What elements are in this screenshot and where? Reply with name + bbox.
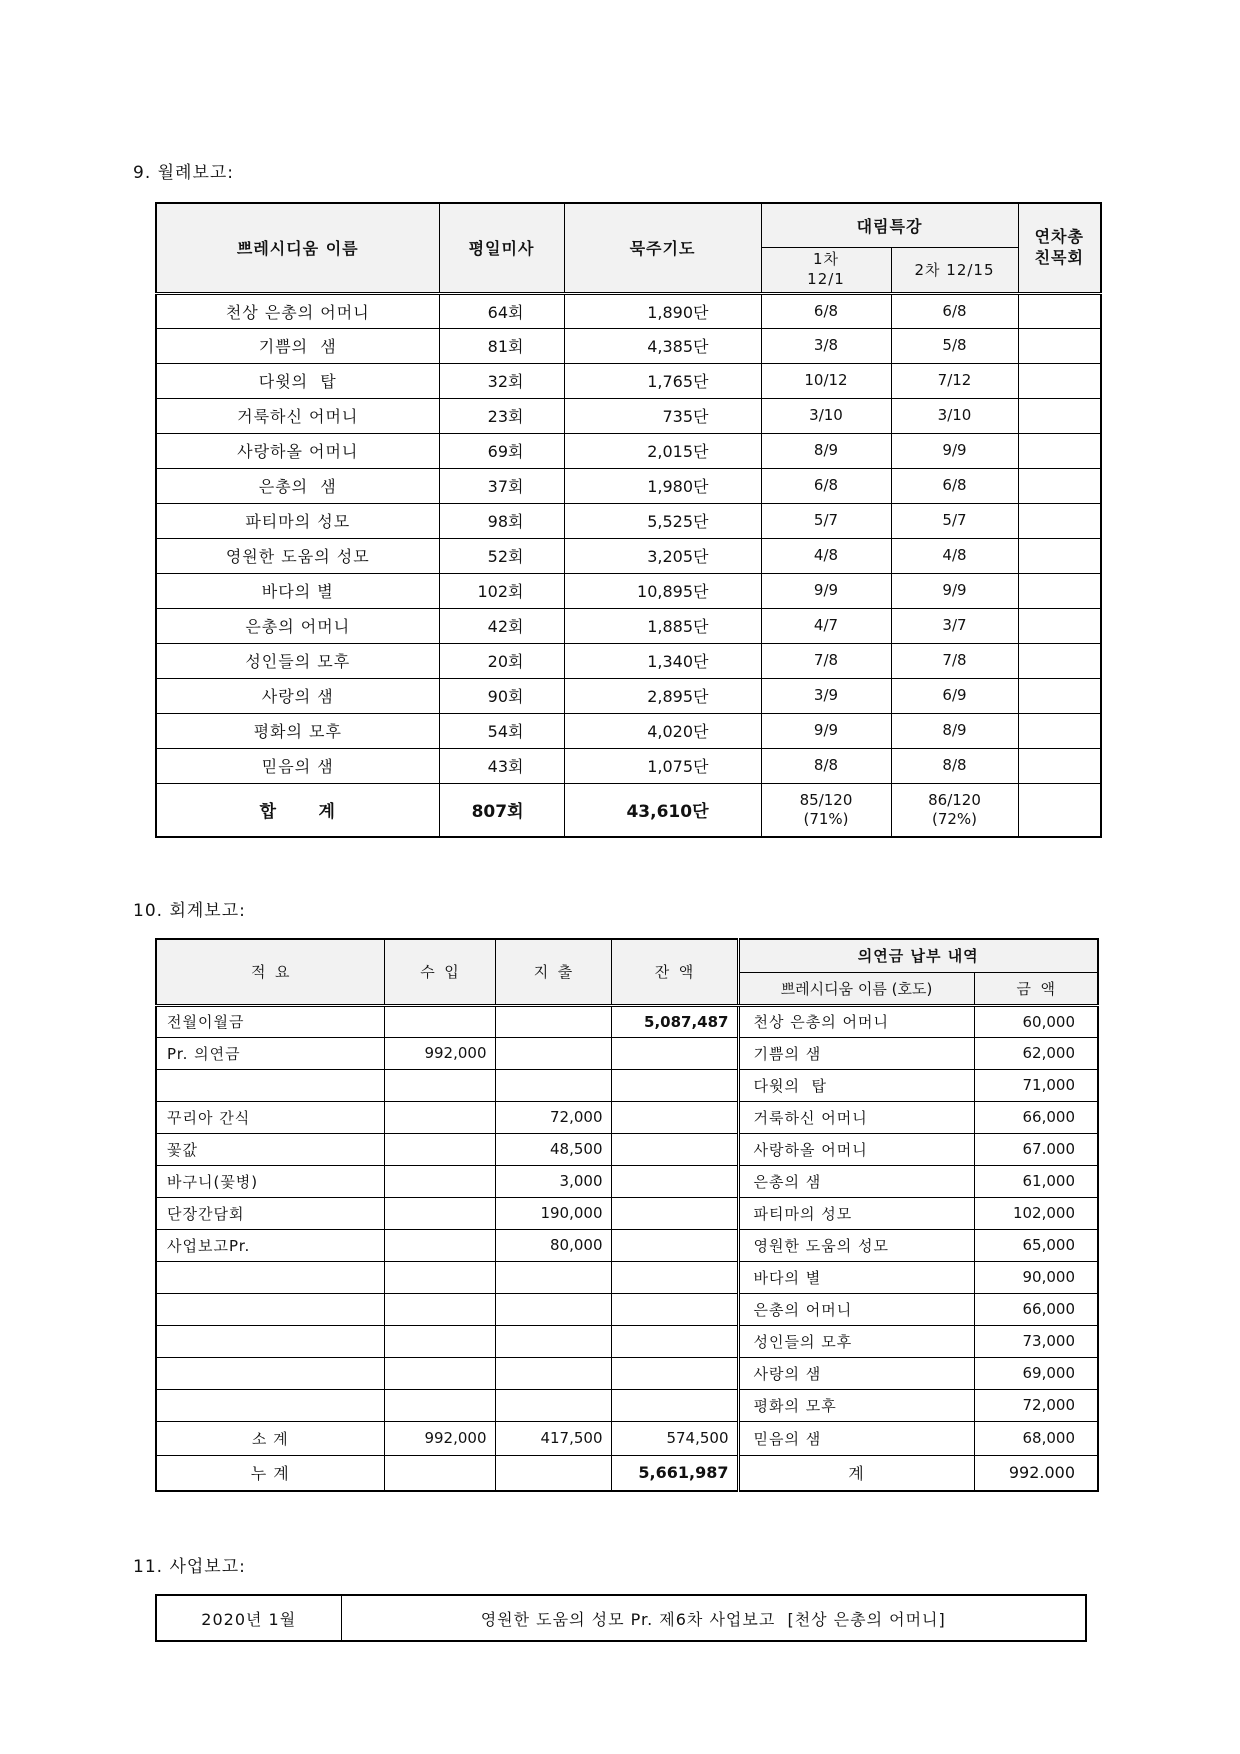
rosary-count: 735단 (564, 398, 761, 433)
header-donation-amount: 금 액 (974, 972, 1098, 1005)
advent-1st-value: 6/8 (761, 293, 891, 328)
advent-1st-value: 10/12 (761, 363, 891, 398)
total-advent-2nd-count: 86/120 (928, 791, 981, 809)
monthly-report-row (156, 713, 1101, 748)
donation-amount: 65,000 (974, 1229, 1098, 1261)
praesidium-name: 바다의 별 (156, 573, 439, 608)
balance-amount: 5,661,987 (611, 1455, 738, 1491)
balance-amount: 5,087,487 (611, 1005, 738, 1037)
expense-amount: 417,500 (495, 1421, 611, 1455)
accounting-report-row (156, 1037, 1098, 1069)
income-amount (384, 1069, 495, 1101)
header-advent-1st-line1: 1차 (812, 250, 840, 268)
header-advent-1st-line2: 12/1 (807, 269, 845, 288)
entry-description (156, 1069, 384, 1101)
expense-amount (495, 1037, 611, 1069)
accounting-report-row (156, 1197, 1098, 1229)
header-expense: 지 출 (495, 939, 611, 1005)
section-10-heading: 10. 회계보고: (133, 901, 246, 921)
entry-description: 바구니(꽃병) (156, 1165, 384, 1197)
header-advent-1st (761, 247, 891, 293)
donation-praesidium-name: 기쁨의 샘 (738, 1037, 974, 1069)
monthly-report-row (156, 503, 1101, 538)
monthly-report-row (156, 293, 1101, 328)
total-weekday-mass: 807회 (439, 783, 564, 837)
annual-meeting-value (1018, 398, 1101, 433)
advent-2nd-value: 3/7 (891, 608, 1018, 643)
balance-amount (611, 1069, 738, 1101)
expense-amount: 48,500 (495, 1133, 611, 1165)
business-report-date: 2020년 1월 (156, 1595, 341, 1641)
rosary-count: 4,385단 (564, 328, 761, 363)
praesidium-name: 파티마의 성모 (156, 503, 439, 538)
advent-2nd-value: 4/8 (891, 538, 1018, 573)
praesidium-name: 기쁨의 샘 (156, 328, 439, 363)
section-11-heading: 11. 사업보고: (133, 1557, 246, 1577)
header-annual-meeting-line2: 친목회 (1034, 247, 1084, 267)
expense-amount: 80,000 (495, 1229, 611, 1261)
donation-amount: 61,000 (974, 1165, 1098, 1197)
monthly-report-header (156, 203, 1101, 293)
business-report-table (155, 1594, 1087, 1642)
weekday-mass-count: 37회 (439, 468, 564, 503)
accounting-report-row (156, 1325, 1098, 1357)
weekday-mass-count: 52회 (439, 538, 564, 573)
donation-praesidium-name: 영원한 도움의 성모 (738, 1229, 974, 1261)
advent-1st-value: 9/9 (761, 713, 891, 748)
income-amount (384, 1133, 495, 1165)
entry-description: 소 계 (156, 1421, 384, 1455)
income-amount: 992,000 (384, 1037, 495, 1069)
monthly-report-row (156, 678, 1101, 713)
balance-amount (611, 1101, 738, 1133)
entry-description (156, 1357, 384, 1389)
expense-amount (495, 1069, 611, 1101)
monthly-report-row (156, 748, 1101, 783)
accounting-report-row (156, 1455, 1098, 1491)
annual-meeting-value (1018, 608, 1101, 643)
praesidium-name: 은총의 어머니 (156, 608, 439, 643)
annual-meeting-value (1018, 433, 1101, 468)
annual-meeting-value (1018, 748, 1101, 783)
monthly-report-footer (156, 783, 1101, 837)
income-amount (384, 1357, 495, 1389)
accounting-report-row (156, 1005, 1098, 1037)
income-amount (384, 1261, 495, 1293)
entry-description: 단장간담회 (156, 1197, 384, 1229)
monthly-report-row (156, 608, 1101, 643)
total-advent-1st-count: 85/120 (799, 791, 853, 809)
balance-amount (611, 1325, 738, 1357)
advent-1st-value: 3/10 (761, 398, 891, 433)
income-amount (384, 1005, 495, 1037)
header-rosary: 묵주기도 (564, 203, 761, 293)
advent-2nd-value: 7/12 (891, 363, 1018, 398)
weekday-mass-count: 102회 (439, 573, 564, 608)
advent-2nd-value: 9/9 (891, 573, 1018, 608)
header-praesidium-name: 쁘레시디움 이름 (156, 203, 439, 293)
header-balance: 잔 액 (611, 939, 738, 1005)
advent-1st-value: 4/7 (761, 608, 891, 643)
accounting-report-row (156, 1293, 1098, 1325)
weekday-mass-count: 81회 (439, 328, 564, 363)
donation-amount: 60,000 (974, 1005, 1098, 1037)
weekday-mass-count: 43회 (439, 748, 564, 783)
header-description: 적 요 (156, 939, 384, 1005)
balance-amount (611, 1357, 738, 1389)
weekday-mass-count: 90회 (439, 678, 564, 713)
accounting-report-row (156, 1101, 1098, 1133)
total-label: 합 계 (156, 783, 439, 837)
advent-2nd-value: 8/8 (891, 748, 1018, 783)
praesidium-name: 영원한 도움의 성모 (156, 538, 439, 573)
total-advent-1st-percent: (71%) (803, 809, 849, 828)
accounting-report-row (156, 1133, 1098, 1165)
advent-1st-value: 3/8 (761, 328, 891, 363)
income-amount (384, 1293, 495, 1325)
entry-description: 사업보고Pr. (156, 1229, 384, 1261)
monthly-report-row (156, 538, 1101, 573)
donation-amount: 73,000 (974, 1325, 1098, 1357)
expense-amount (495, 1389, 611, 1421)
donation-praesidium-name: 평화의 모후 (738, 1389, 974, 1421)
header-income: 수 입 (384, 939, 495, 1005)
donation-amount: 67.000 (974, 1133, 1098, 1165)
weekday-mass-count: 64회 (439, 293, 564, 328)
header-advent-2nd: 2차 12/15 (891, 247, 1018, 293)
total-annual-meeting (1018, 783, 1101, 837)
donation-amount: 90,000 (974, 1261, 1098, 1293)
donation-praesidium-name: 은총의 어머니 (738, 1293, 974, 1325)
advent-1st-value: 9/9 (761, 573, 891, 608)
praesidium-name: 거룩하신 어머니 (156, 398, 439, 433)
donation-praesidium-name: 믿음의 샘 (738, 1421, 974, 1455)
rosary-count: 10,895단 (564, 573, 761, 608)
donation-amount: 71,000 (974, 1069, 1098, 1101)
monthly-report-row (156, 363, 1101, 398)
accounting-report-table (155, 938, 1099, 1492)
donation-praesidium-name: 파티마의 성모 (738, 1197, 974, 1229)
donation-praesidium-name: 은총의 샘 (738, 1165, 974, 1197)
balance-amount (611, 1133, 738, 1165)
balance-amount (611, 1165, 738, 1197)
monthly-total-row (156, 783, 1101, 837)
income-amount: 992,000 (384, 1421, 495, 1455)
annual-meeting-value (1018, 643, 1101, 678)
rosary-count: 2,895단 (564, 678, 761, 713)
advent-2nd-value: 8/9 (891, 713, 1018, 748)
income-amount (384, 1101, 495, 1133)
advent-1st-value: 5/7 (761, 503, 891, 538)
expense-amount (495, 1293, 611, 1325)
advent-2nd-value: 6/8 (891, 293, 1018, 328)
header-weekday-mass: 평일미사 (439, 203, 564, 293)
entry-description (156, 1293, 384, 1325)
annual-meeting-value (1018, 503, 1101, 538)
entry-description (156, 1261, 384, 1293)
balance-amount (611, 1293, 738, 1325)
rosary-count: 5,525단 (564, 503, 761, 538)
section-9-heading: 9. 월례보고: (133, 163, 235, 183)
advent-2nd-value: 3/10 (891, 398, 1018, 433)
donation-praesidium-name: 계 (738, 1455, 974, 1491)
annual-meeting-value (1018, 293, 1101, 328)
rosary-count: 1,340단 (564, 643, 761, 678)
expense-amount (495, 1261, 611, 1293)
donation-praesidium-name: 천상 은총의 어머니 (738, 1005, 974, 1037)
weekday-mass-count: 98회 (439, 503, 564, 538)
weekday-mass-count: 54회 (439, 713, 564, 748)
header-advent-lecture: 대림특강 (761, 203, 1018, 247)
balance-amount (611, 1197, 738, 1229)
expense-amount: 72,000 (495, 1101, 611, 1133)
entry-description: 전월이월금 (156, 1005, 384, 1037)
praesidium-name: 다윗의 탑 (156, 363, 439, 398)
rosary-count: 3,205단 (564, 538, 761, 573)
balance-amount: 574,500 (611, 1421, 738, 1455)
monthly-report-row (156, 643, 1101, 678)
accounting-report-row (156, 1421, 1098, 1455)
accounting-report-row (156, 1261, 1098, 1293)
header-donation-section: 의연금 납부 내역 (738, 939, 1098, 972)
praesidium-name: 믿음의 샘 (156, 748, 439, 783)
accounting-report-row (156, 1165, 1098, 1197)
accounting-report-row (156, 1357, 1098, 1389)
advent-1st-value: 8/8 (761, 748, 891, 783)
entry-description: 꾸리아 간식 (156, 1101, 384, 1133)
rosary-count: 2,015단 (564, 433, 761, 468)
praesidium-name: 은총의 샘 (156, 468, 439, 503)
entry-description (156, 1325, 384, 1357)
advent-2nd-value: 5/7 (891, 503, 1018, 538)
advent-2nd-value: 6/8 (891, 468, 1018, 503)
total-advent-2nd-percent: (72%) (931, 809, 978, 828)
rosary-count: 1,075단 (564, 748, 761, 783)
donation-praesidium-name: 성인들의 모후 (738, 1325, 974, 1357)
entry-description (156, 1389, 384, 1421)
advent-1st-value: 8/9 (761, 433, 891, 468)
donation-amount: 72,000 (974, 1389, 1098, 1421)
annual-meeting-value (1018, 678, 1101, 713)
donation-praesidium-name: 바다의 별 (738, 1261, 974, 1293)
advent-2nd-value: 5/8 (891, 328, 1018, 363)
entry-description: 꽃값 (156, 1133, 384, 1165)
weekday-mass-count: 23회 (439, 398, 564, 433)
balance-amount (611, 1261, 738, 1293)
monthly-report-table (155, 202, 1102, 838)
accounting-report-row (156, 1069, 1098, 1101)
rosary-count: 1,885단 (564, 608, 761, 643)
donation-praesidium-name: 사랑하올 어머니 (738, 1133, 974, 1165)
advent-2nd-value: 7/8 (891, 643, 1018, 678)
income-amount (384, 1455, 495, 1491)
monthly-report-row (156, 398, 1101, 433)
expense-amount (495, 1455, 611, 1491)
donation-praesidium-name: 사랑의 샘 (738, 1357, 974, 1389)
praesidium-name: 성인들의 모후 (156, 643, 439, 678)
donation-amount: 992.000 (974, 1455, 1098, 1491)
business-report-content: 영원한 도움의 성모 Pr. 제6차 사업보고 [천상 은총의 어머니] (341, 1595, 1086, 1641)
total-advent-2nd (891, 783, 1018, 837)
income-amount (384, 1389, 495, 1421)
total-rosary: 43,610단 (564, 783, 761, 837)
entry-description: Pr. 의연금 (156, 1037, 384, 1069)
advent-1st-value: 6/8 (761, 468, 891, 503)
advent-1st-value: 3/9 (761, 678, 891, 713)
donation-amount: 68,000 (974, 1421, 1098, 1455)
income-amount (384, 1165, 495, 1197)
monthly-report-row (156, 433, 1101, 468)
income-amount (384, 1325, 495, 1357)
monthly-report-row (156, 573, 1101, 608)
donation-praesidium-name: 다윗의 탑 (738, 1069, 974, 1101)
expense-amount (495, 1005, 611, 1037)
accounting-report-row (156, 1389, 1098, 1421)
business-report-row (156, 1595, 1086, 1641)
accounting-report-header (156, 939, 1098, 1005)
balance-amount (611, 1229, 738, 1261)
header-annual-meeting-line1: 연차총 (1034, 226, 1084, 246)
weekday-mass-count: 32회 (439, 363, 564, 398)
income-amount (384, 1229, 495, 1261)
balance-amount (611, 1037, 738, 1069)
rosary-count: 1,980단 (564, 468, 761, 503)
praesidium-name: 사랑하올 어머니 (156, 433, 439, 468)
weekday-mass-count: 69회 (439, 433, 564, 468)
rosary-count: 1,765단 (564, 363, 761, 398)
rosary-count: 1,890단 (564, 293, 761, 328)
total-advent-1st (761, 783, 891, 837)
header-donation-praesidium: 쁘레시디움 이름 (호도) (738, 972, 974, 1005)
expense-amount: 3,000 (495, 1165, 611, 1197)
monthly-report-row (156, 328, 1101, 363)
praesidium-name: 사랑의 샘 (156, 678, 439, 713)
annual-meeting-value (1018, 468, 1101, 503)
annual-meeting-value (1018, 538, 1101, 573)
monthly-report-body (156, 293, 1101, 783)
accounting-report-body (156, 1005, 1098, 1491)
accounting-report-row (156, 1229, 1098, 1261)
annual-meeting-value (1018, 363, 1101, 398)
expense-amount: 190,000 (495, 1197, 611, 1229)
advent-2nd-value: 9/9 (891, 433, 1018, 468)
donation-praesidium-name: 거룩하신 어머니 (738, 1101, 974, 1133)
entry-description: 누 계 (156, 1455, 384, 1491)
donation-amount: 62,000 (974, 1037, 1098, 1069)
advent-1st-value: 7/8 (761, 643, 891, 678)
donation-amount: 69,000 (974, 1357, 1098, 1389)
weekday-mass-count: 42회 (439, 608, 564, 643)
expense-amount (495, 1325, 611, 1357)
advent-1st-value: 4/8 (761, 538, 891, 573)
rosary-count: 4,020단 (564, 713, 761, 748)
header-annual-meeting (1018, 203, 1101, 293)
advent-2nd-value: 6/9 (891, 678, 1018, 713)
monthly-report-row (156, 468, 1101, 503)
expense-amount (495, 1357, 611, 1389)
praesidium-name: 평화의 모후 (156, 713, 439, 748)
annual-meeting-value (1018, 713, 1101, 748)
annual-meeting-value (1018, 328, 1101, 363)
donation-amount: 102,000 (974, 1197, 1098, 1229)
weekday-mass-count: 20회 (439, 643, 564, 678)
praesidium-name: 천상 은총의 어머니 (156, 293, 439, 328)
donation-amount: 66,000 (974, 1293, 1098, 1325)
income-amount (384, 1197, 495, 1229)
donation-amount: 66,000 (974, 1101, 1098, 1133)
balance-amount (611, 1389, 738, 1421)
annual-meeting-value (1018, 573, 1101, 608)
